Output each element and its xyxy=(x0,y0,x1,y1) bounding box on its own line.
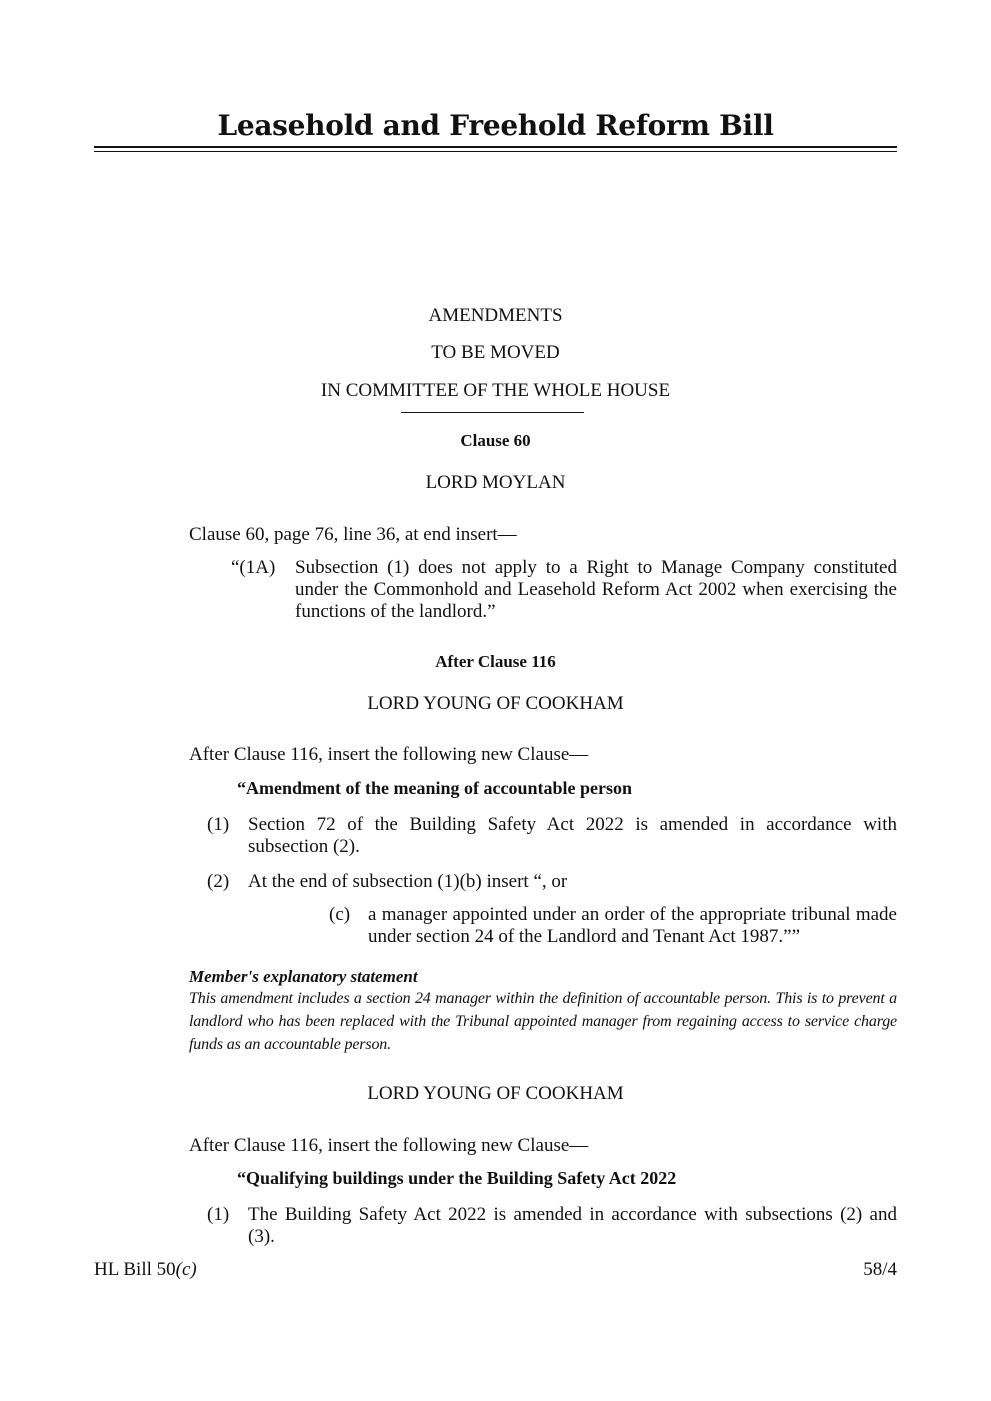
section3-clause-title: “Qualifying buildings under the Building Safety Act 2022 xyxy=(237,1168,677,1188)
section2-clause-title: “Amendment of the meaning of accountable person xyxy=(237,778,632,798)
section2-item1-label: (1) xyxy=(207,814,230,835)
footer-bill-ref xyxy=(94,1259,197,1281)
section3-item1-label: (1) xyxy=(207,1204,230,1225)
section3-item1-text: The Building Safety Act 2022 is amended in accordance with subsections (2) and (3). xyxy=(248,1204,897,1247)
section1-member: LORD MOYLAN xyxy=(425,472,566,493)
section1-instruction: Clause 60, page 76, line 36, at end insert— xyxy=(189,524,517,545)
section1-sub-text: Subsection (1) does not apply to a Right to Manage Company constituted under the Commonhold and Leasehold Reform Act 2002 when exercising the functions of the landlord.” xyxy=(295,557,897,622)
intro-committee: IN COMMITTEE OF THE WHOLE HOUSE xyxy=(320,380,671,401)
section2-member: LORD YOUNG OF COOKHAM xyxy=(367,693,624,714)
section1-sub-label: “(1A) xyxy=(231,557,276,578)
section3-instruction: After Clause 116, insert the following new Clause— xyxy=(189,1135,589,1156)
section2-para-text: a manager appointed under an order of the appropriate tribunal made under section 24 of the Landlord and Tenant Act 1987.”” xyxy=(368,904,897,947)
section2-item2-text: At the end of subsection (1)(b) insert “, or xyxy=(248,871,568,892)
footer-page-ref: 58/4 xyxy=(863,1259,897,1280)
bill-title: Leasehold and Freehold Reform Bill xyxy=(217,109,774,142)
section2-statement-text: This amendment includes a section 24 manager within the definition of accountable person. This is to prevent a landlord who has been replaced with the Tribunal appointed manager from regaining access to service charge funds as an accountable person. xyxy=(189,990,897,1053)
footer-bill-suffix: (c) xyxy=(175,1259,197,1280)
intro-to-be-moved: TO BE MOVED xyxy=(431,342,560,363)
section1-heading: Clause 60 xyxy=(460,431,531,450)
title-rule-thin xyxy=(94,151,897,152)
footer-bill-number: HL Bill 50 xyxy=(94,1259,176,1280)
section2-item1-text: Section 72 of the Building Safety Act 2022 is amended in accordance with subsection (2). xyxy=(248,814,897,857)
section2-item2-label: (2) xyxy=(207,871,230,892)
intro-divider xyxy=(401,412,584,413)
section2-para-label: (c) xyxy=(329,904,351,925)
section2-statement-heading: Member's explanatory statement xyxy=(189,967,418,986)
section2-heading: After Clause 116 xyxy=(435,652,556,671)
section3-member: LORD YOUNG OF COOKHAM xyxy=(367,1083,624,1104)
intro-amendments: AMENDMENTS xyxy=(428,305,563,326)
title-rule-thick xyxy=(94,146,897,148)
section2-instruction: After Clause 116, insert the following new Clause— xyxy=(189,744,589,765)
